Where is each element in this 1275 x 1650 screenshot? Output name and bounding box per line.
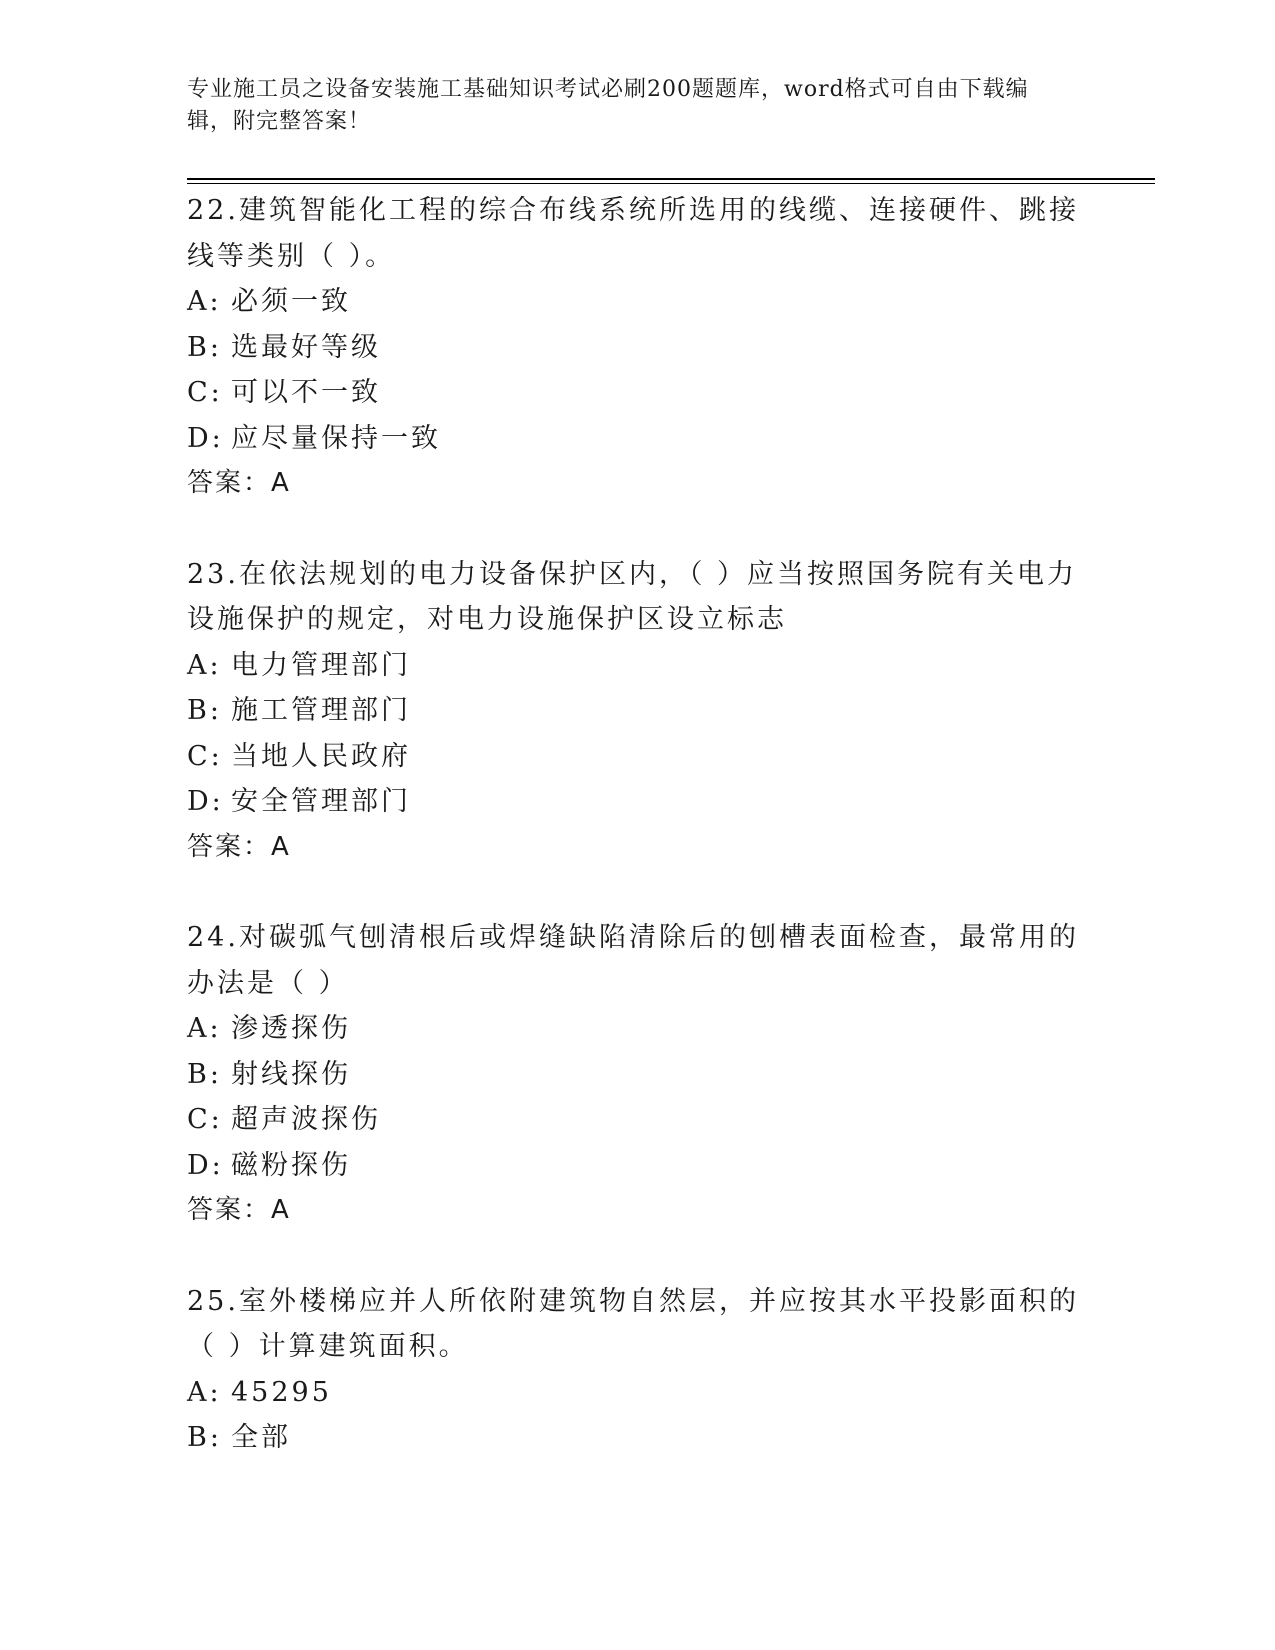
option-text: 磁粉探伤 — [231, 1149, 351, 1181]
option-d — [187, 416, 1087, 462]
header-divider-thick — [187, 178, 1155, 180]
option-key: B: — [187, 1058, 222, 1090]
option-text: 全部 — [231, 1422, 291, 1453]
option-text: 选最好等级 — [231, 331, 381, 363]
option-key: D: — [187, 422, 224, 454]
option-key: B: — [187, 1422, 222, 1453]
option-key: D: — [187, 1149, 224, 1181]
option-a — [187, 1370, 1087, 1416]
option-key: B: — [187, 695, 222, 726]
option-text: 当地人民政府 — [231, 740, 411, 772]
option-text: 电力管理部门 — [231, 649, 411, 681]
answer-line: 答案：A — [187, 831, 291, 862]
option-text: 施工管理部门 — [231, 695, 411, 726]
answer-line: 答案：A — [187, 1195, 291, 1225]
question-25 — [187, 1279, 1087, 1461]
option-c — [187, 1097, 1087, 1143]
option-text: 必须一致 — [231, 286, 351, 317]
option-key: D: — [187, 786, 224, 817]
option-text: 超声波探伤 — [231, 1104, 381, 1135]
answer-line: 答案：A — [187, 468, 291, 498]
option-b — [187, 325, 1087, 371]
option-text: 射线探伤 — [231, 1058, 351, 1090]
option-text: 45295 — [231, 1376, 332, 1408]
question-stem: 25.室外楼梯应并人所依附建筑物自然层，并应按其水平投影面积的（ ）计算建筑面积。 — [187, 1285, 1079, 1362]
option-a — [187, 1006, 1087, 1052]
option-key: C: — [187, 740, 223, 772]
question-22 — [187, 188, 1087, 507]
option-key: C: — [187, 377, 223, 408]
option-a — [187, 279, 1087, 325]
option-b — [187, 1415, 1087, 1461]
question-24 — [187, 915, 1087, 1234]
question-stem: 24.对碳弧气刨清根后或焊缝缺陷清除后的刨槽表面检查，最常用的办法是（ ） — [187, 922, 1079, 999]
option-b — [187, 688, 1087, 734]
option-text: 渗透探伤 — [231, 1013, 351, 1044]
option-key: C: — [187, 1104, 223, 1135]
option-d — [187, 1143, 1087, 1189]
option-key: A: — [187, 1376, 222, 1408]
option-c — [187, 734, 1087, 780]
question-stem: 23.在依法规划的电力设备保护区内，（ ）应当按照国务院有关电力设施保护的规定，对电力设施保护区设立标志 — [187, 558, 1078, 635]
option-text: 安全管理部门 — [231, 786, 411, 817]
option-b — [187, 1052, 1087, 1098]
option-key: A: — [187, 1013, 222, 1044]
option-a — [187, 643, 1087, 689]
option-text: 应尽量保持一致 — [231, 422, 441, 454]
option-c — [187, 370, 1087, 416]
header-divider-thin — [187, 183, 1155, 184]
document-header: 专业施工员之设备安装施工基础知识考试必刷200题题库，word格式可自由下载编辑，附完整答案！ — [187, 77, 1029, 134]
question-list — [187, 188, 1087, 1506]
option-key: A: — [187, 286, 222, 317]
option-key: A: — [187, 649, 222, 681]
option-d — [187, 779, 1087, 825]
option-text: 可以不一致 — [231, 377, 381, 408]
question-stem: 22.建筑智能化工程的综合布线系统所选用的线缆、连接硬件、跳接线等类别（ ）。 — [187, 195, 1079, 272]
question-23 — [187, 552, 1087, 871]
option-key: B: — [187, 331, 222, 363]
